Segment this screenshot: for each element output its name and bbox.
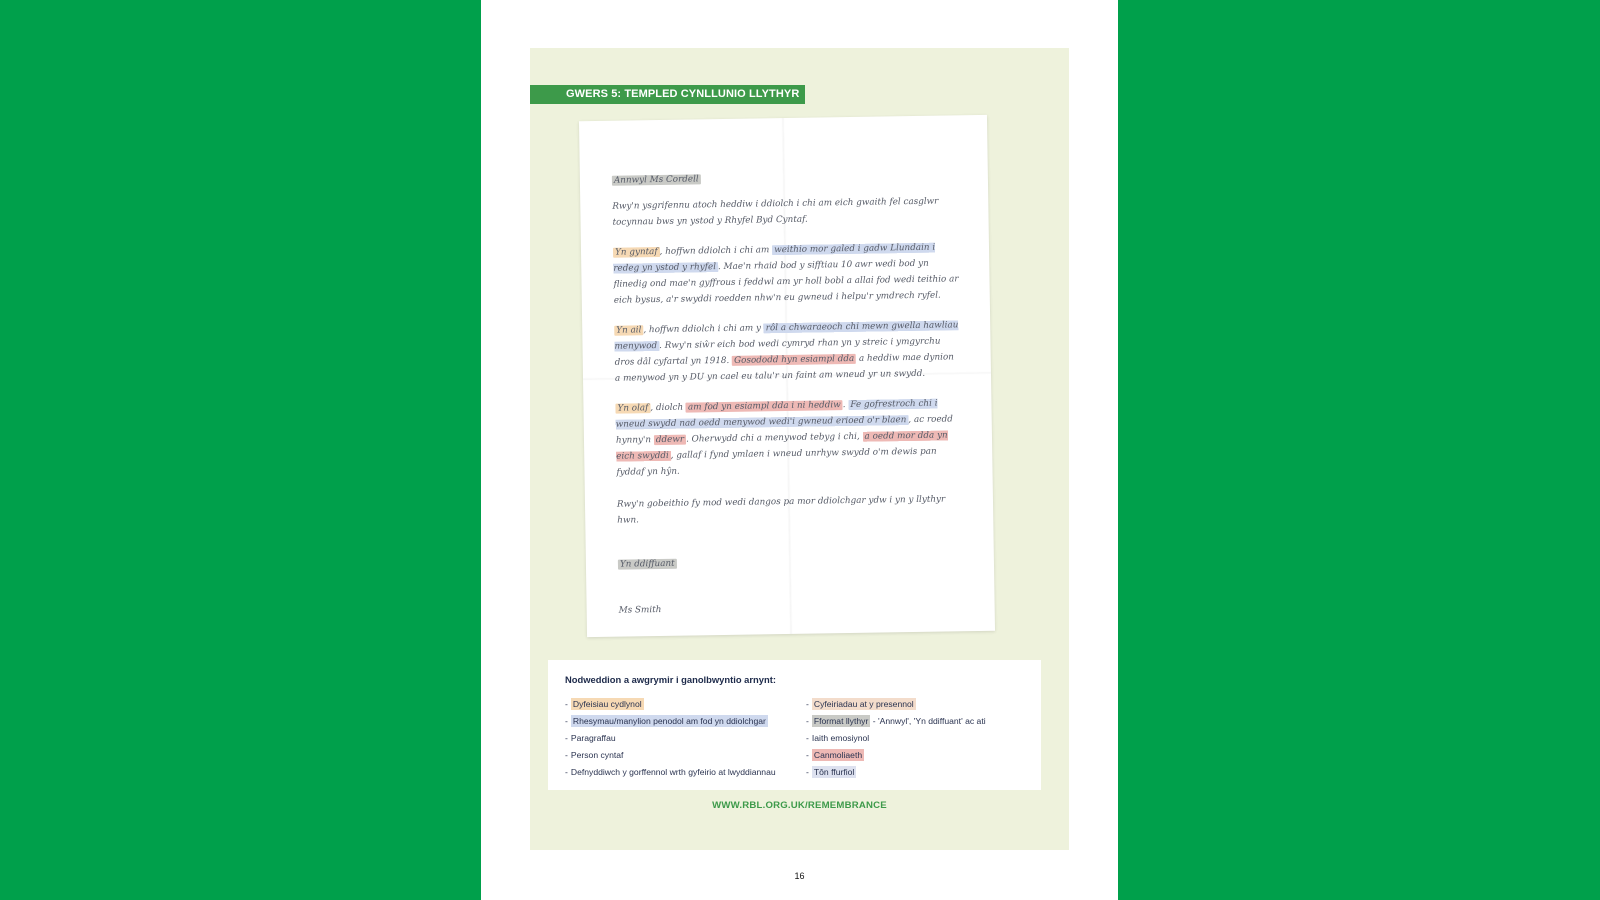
letter-salutation: Annwyl Ms Cordell [613, 174, 699, 186]
connective-highlight: Yn olaf [617, 403, 649, 414]
bullet-dash: - [806, 699, 809, 709]
feature-item [565, 732, 776, 749]
features-title: Nodweddion a awgrymir i ganolbwyntio arnynt: [565, 674, 776, 685]
connective-highlight: Yn gyntaf [614, 247, 658, 258]
praise-highlight: a oedd mor dda yn eich swyddi [616, 430, 948, 462]
features-list-left [565, 698, 776, 783]
feature-item [806, 715, 986, 732]
bullet-dash: - [806, 716, 809, 726]
letter-sheet [579, 115, 995, 637]
praise-highlight: ddewr [655, 434, 685, 446]
feature-item [565, 749, 776, 766]
website-url[interactable]: WWW.RBL.ORG.UK/REMEMBRANCE [712, 800, 887, 811]
feature-label: Defnyddiwch y gorffennol wrth gyfeirio at lwyddiannau [570, 767, 776, 777]
feature-item [806, 732, 986, 749]
feature-item [565, 698, 776, 715]
praise-highlight: am fod yn esiampl dda i ni heddiw [687, 400, 841, 413]
bullet-dash: - [806, 767, 809, 777]
letter-paragraph-1: Rwy'n ysgrifennu atoch heddiw i ddiolch i chi am eich gwaith fel casglwr tocynnau bws yn ystod y Rhyfel Byd Cyntaf. [612, 196, 939, 228]
bullet-dash: - [565, 733, 568, 743]
feature-item [806, 698, 986, 715]
features-box [548, 660, 1041, 790]
feature-item [806, 766, 986, 783]
content-panel [530, 48, 1069, 850]
bullet-dash: - [565, 767, 568, 777]
reason-highlight: rôl a chwaraeoch chi mewn gwella hawliau menywod [614, 320, 959, 352]
page-number: 16 [794, 871, 805, 881]
reason-highlight: Fe gofrestroch chi i wneud swydd nad oedd menywod wedi'i gwneud erioed o'r blaen [615, 398, 938, 430]
feature-label: Dyfeisiau cydlynol [572, 699, 642, 709]
feature-label: Tôn ffurfiol [813, 767, 855, 777]
letter-signature: Ms Smith [618, 605, 662, 616]
feature-item [806, 749, 986, 766]
feature-item [565, 715, 776, 732]
feature-label: Cyfeiriadau at y presennol [813, 699, 914, 709]
letter-paragraph-3: Yn ail , hoffwn ddiolch i chi am y rôl a chwaraeoch chi mewn gwella hawliau menywod . Rwy'n siŵr eich bod wedi cymryd rhan yn y streic i ymgyrchu dros dâl cyfartal yn 1918. Gosododd hyn esiampl dda a heddiw mae dynion a menywod yn y DU yn cael eu talu'r un faint am wneud yr un swydd. [614, 320, 959, 384]
letter-paragraph-5: Rwy'n gobeithio fy mod wedi dangos pa mor ddiolchgar ydw i yn y llythyr hwn. [616, 494, 946, 526]
praise-highlight: Gosododd hyn esiampl dda [734, 353, 855, 366]
lesson-banner: GWERS 5: TEMPLED CYNLLUNIO LLYTHYR [530, 85, 805, 104]
document-page [481, 0, 1118, 900]
feature-label: Rhesymau/manylion penodol am fod yn ddiolchgar [572, 716, 766, 726]
bullet-dash: - [806, 750, 809, 760]
feature-label: Paragraffau [570, 733, 616, 743]
feature-label: Fformat llythyr [813, 716, 869, 726]
feature-suffix: - 'Annwyl', 'Yn ddiffuant' ac ati [870, 716, 986, 726]
bullet-dash: - [565, 750, 568, 760]
bullet-dash: - [565, 699, 568, 709]
bullet-dash: - [565, 716, 568, 726]
reason-highlight: weithio mor galed i gadw Llundain i redeg yn ystod y rhyfel [613, 242, 936, 274]
feature-label: Person cyntaf [570, 750, 624, 760]
bullet-dash: - [806, 733, 809, 743]
letter-paragraph-4: Yn olaf , diolch am fod yn esiampl dda i ni heddiw . Fe gofrestroch chi i wneud swydd nad oedd menywod wedi'i gwneud erioed o'r blaen , ac roedd hynny'n ddewr . Oherwydd chi a menywod tebyg i chi, a oedd mor dda yn eich swyddi , gallaf i fynd ymlaen i wneud unrhyw swydd o'm dewis pan fyddaf yn hŷn. [615, 398, 953, 478]
feature-item [565, 766, 776, 783]
feature-label: Canmoliaeth [813, 750, 863, 760]
letter-paragraph-2: Yn gyntaf , hoffwn ddiolch i chi am weithio mor galed i gadw Llundain i redeg yn ystod y rhyfel . Mae'n rhaid bod y sifftiau 10 awr wedi bod yn flinedig ond mae'n gyffrous i feddwl am yr holl bobl a allai fod wedi teithio ar eich bysus, a'r swyddi roedden nhw'n eu gwneud i helpu'r ymdrech ryfel. [613, 242, 959, 306]
connective-highlight: Yn ail [616, 325, 642, 336]
feature-label: Iaith emosiynol [811, 733, 870, 743]
letter-closing: Yn ddiffuant [619, 558, 675, 570]
features-list-right [806, 698, 986, 783]
